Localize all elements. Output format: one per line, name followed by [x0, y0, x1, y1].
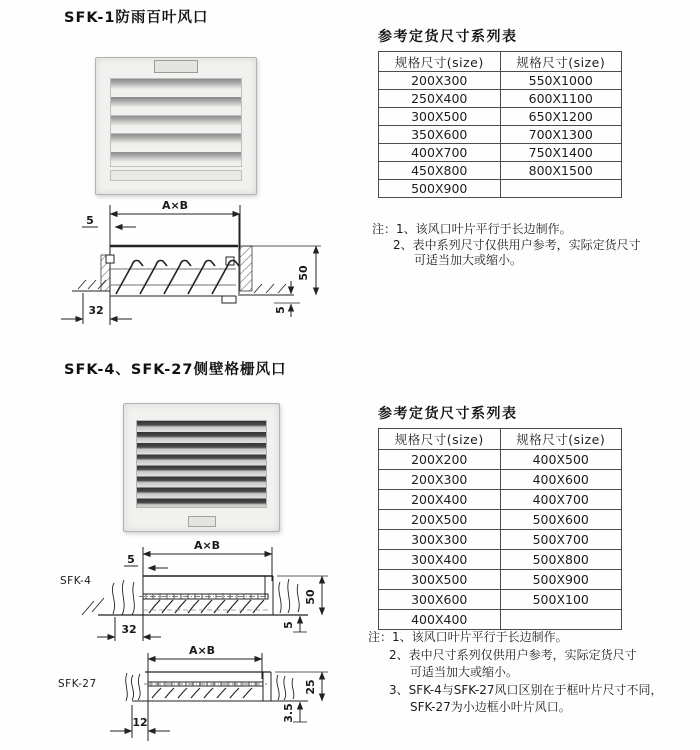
table-row — [379, 126, 622, 144]
table1-title: 参考定货尺寸系列表 — [378, 29, 518, 45]
size-cell: 350X600 — [379, 126, 501, 144]
note-line: 可适当加大或缩小。 — [414, 253, 523, 267]
size-cell: 200X300 — [379, 72, 501, 90]
section2-title: SFK-4、SFK-27侧壁格栅风口 — [64, 362, 287, 378]
note-line: 3、SFK-4与SFK-27风口区别在于框叶片尺寸不同， — [389, 682, 663, 697]
size-cell: 300X400 — [379, 550, 501, 570]
table-row — [379, 530, 622, 550]
grille-vent-photo — [123, 403, 280, 532]
dim-label-32: 32 — [121, 623, 137, 636]
table2-title: 参考定货尺寸系列表 — [378, 406, 518, 422]
section2-notes — [368, 629, 688, 717]
size-cell: 200X400 — [379, 490, 501, 510]
diagram-label-sfk27: SFK-27 — [58, 678, 97, 690]
size-table-2 — [378, 428, 622, 630]
section1-notes — [372, 222, 662, 269]
table-row — [379, 490, 622, 510]
vent-label-plate — [188, 516, 216, 527]
size-cell: 500X100 — [500, 590, 622, 610]
size-cell: 200X200 — [379, 450, 501, 470]
table-row — [379, 90, 622, 108]
size-cell: 400X500 — [500, 450, 622, 470]
vent-sill — [110, 170, 242, 181]
table-row — [379, 144, 622, 162]
table-row — [379, 162, 622, 180]
dim-label-5-bottom: 5 — [282, 621, 295, 629]
note-line: 注：1、该风口叶片平行于长边制作。 — [368, 630, 568, 644]
size-table-1 — [378, 51, 622, 198]
size-cell: 300X500 — [379, 108, 501, 126]
dim-label-axb: A×B — [161, 199, 189, 212]
dim-label-50: 50 — [297, 265, 310, 281]
size-cell: 200X500 — [379, 510, 501, 530]
dim-label-32: 32 — [88, 304, 104, 317]
size-table-block-2 — [378, 403, 624, 630]
dim-label-5-top: 5 — [127, 553, 135, 566]
size-cell: 300X500 — [379, 570, 501, 590]
size-cell: 400X700 — [500, 490, 622, 510]
table-row — [379, 470, 622, 490]
table-row — [379, 72, 622, 90]
dim-label-axb: A×B — [188, 645, 216, 657]
size-cell: 500X600 — [500, 510, 622, 530]
col-header: 规格尺寸(size) — [500, 52, 622, 72]
size-cell: 300X300 — [379, 530, 501, 550]
size-cell: 400X400 — [379, 610, 501, 630]
col-header: 规格尺寸(size) — [500, 429, 622, 450]
col-header: 规格尺寸(size) — [379, 429, 501, 450]
table-row — [379, 570, 622, 590]
size-cell: 600X1100 — [500, 90, 622, 108]
note-line: 可适当加大或缩小。 — [410, 665, 519, 679]
sfk27-section-diagram — [52, 645, 352, 748]
dim-label-axb: A×B — [193, 539, 221, 552]
louver-blades — [110, 78, 242, 167]
dim-label-3-5: 3.5 — [282, 703, 295, 723]
dim-label-5-top: 5 — [86, 214, 94, 227]
size-cell: 700X1300 — [500, 126, 622, 144]
grille-slats — [136, 420, 267, 508]
table-header-row — [379, 52, 622, 72]
size-cell: 450X800 — [379, 162, 501, 180]
table-row — [379, 510, 622, 530]
table-row — [379, 108, 622, 126]
dim-label-5-bottom: 5 — [274, 306, 287, 314]
size-cell: 250X400 — [379, 90, 501, 108]
size-cell: 500X900 — [500, 570, 622, 590]
col-header: 规格尺寸(size) — [379, 52, 501, 72]
diagram-label-sfk4: SFK-4 — [60, 575, 92, 587]
size-cell: 500X700 — [500, 530, 622, 550]
size-cell: 400X600 — [500, 470, 622, 490]
size-cell: 550X1000 — [500, 72, 622, 90]
table-row — [379, 180, 622, 198]
size-cell: 300X600 — [379, 590, 501, 610]
size-cell: 750X1400 — [500, 144, 622, 162]
size-cell: 800X1500 — [500, 162, 622, 180]
sfk4-section-diagram — [52, 537, 352, 650]
size-cell: 400X700 — [379, 144, 501, 162]
size-table-block-1 — [378, 26, 624, 198]
dim-label-50: 50 — [304, 589, 317, 605]
vent-label-plate — [154, 60, 198, 73]
note-line: 2、表中尺寸系列仅供用户参考，实际定货尺寸 — [389, 647, 637, 662]
dim-label-25: 25 — [304, 679, 317, 695]
dim-label-12: 12 — [132, 716, 148, 729]
table-row — [379, 450, 622, 470]
table-header-row — [379, 429, 622, 450]
louver-vent-photo — [95, 57, 257, 195]
size-cell: 500X800 — [500, 550, 622, 570]
size-cell: 500X900 — [379, 180, 501, 198]
size-cell — [500, 180, 622, 198]
section1-title: SFK-1防雨百叶风口 — [64, 10, 209, 26]
size-cell: 650X1200 — [500, 108, 622, 126]
note-line: 注：1、该风口叶片平行于长边制作。 — [372, 222, 572, 236]
size-cell — [500, 610, 622, 630]
note-line: SFK-27为小边框小叶片风口。 — [410, 700, 571, 714]
size-cell: 200X300 — [379, 470, 501, 490]
table-row — [379, 550, 622, 570]
table-row — [379, 590, 622, 610]
note-line: 2、表中系列尺寸仅供用户参考，实际定货尺寸 — [393, 237, 641, 252]
sfk1-section-diagram — [58, 193, 348, 335]
table-row — [379, 610, 622, 630]
